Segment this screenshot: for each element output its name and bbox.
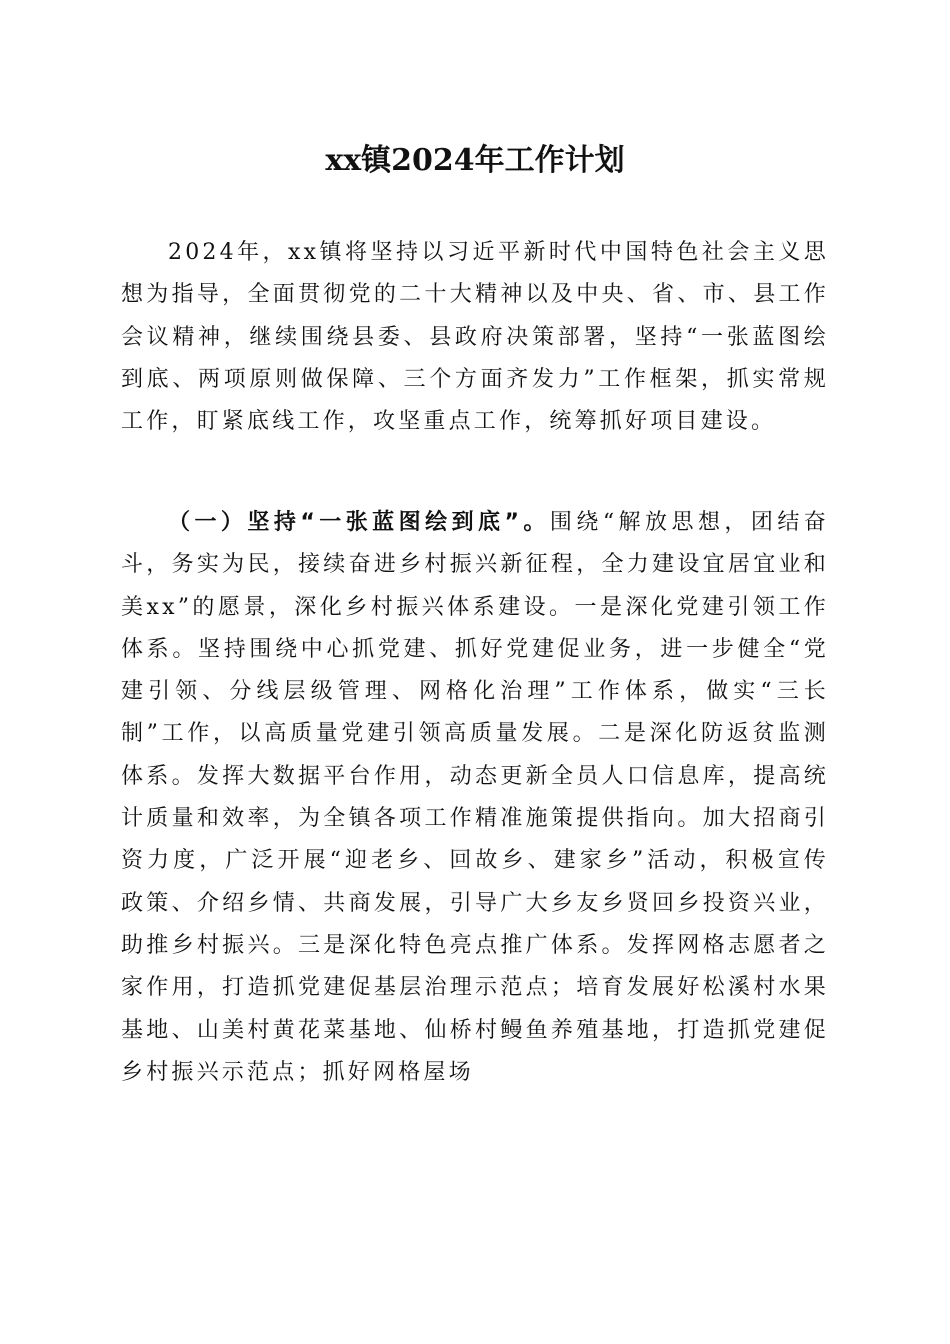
section-body: 围绕“解放思想，团结奋斗，务实为民，接续奋进乡村振兴新征程，全力建设宜居宜业和美xx”的愿景，深化乡村振兴体系建设。一是深化党建引领工作体系。坚持围绕中心抓党建、抓好党建促业务，进一步健全“党建引领、分线层级管理、网格化治理”工作体系，做实“三长制”工作，以高质量党建引领高质量发展。二是深化防返贫监测体系。发挥大数据平台作用，动态更新全员人口信息库，提高统计质量和效率，为全镇各项工作精准施策提供指向。加大招商引资力度，广泛开展“迎老乡、回故乡、建家乡”活动，积极宣传政策、介绍乡情、共商发展，引导广大乡友乡贤回乡投资兴业，助推乡村振兴。三是深化特色亮点推广体系。发挥网格志愿者之家作用，打造抓党建促基层治理示范点；培育发展好松溪村水果基地、山美村黄花菜基地、仙桥村鳗鱼养殖基地，打造抓党建促乡村振兴示范点；抓好网格屋场 bbox=[121, 510, 830, 1085]
paragraph-section-1 bbox=[121, 502, 829, 1094]
paragraph-intro: 2024年，xx镇将坚持以习近平新时代中国特色社会主义思想为指导，全面贯彻党的二十大精神以及中央、省、市、县工作会议精神，继续围绕县委、县政府决策部署，坚持“一张蓝图绘到底、两项原则做保障、三个方面齐发力”工作框架，抓实常规工作，盯紧底线工作，攻坚重点工作，统筹抓好项目建设。 bbox=[121, 240, 829, 435]
document-title: xx镇2024年工作计划 bbox=[325, 143, 625, 178]
section-heading: （一）坚持“一张蓝图绘到底”。 bbox=[168, 510, 550, 535]
